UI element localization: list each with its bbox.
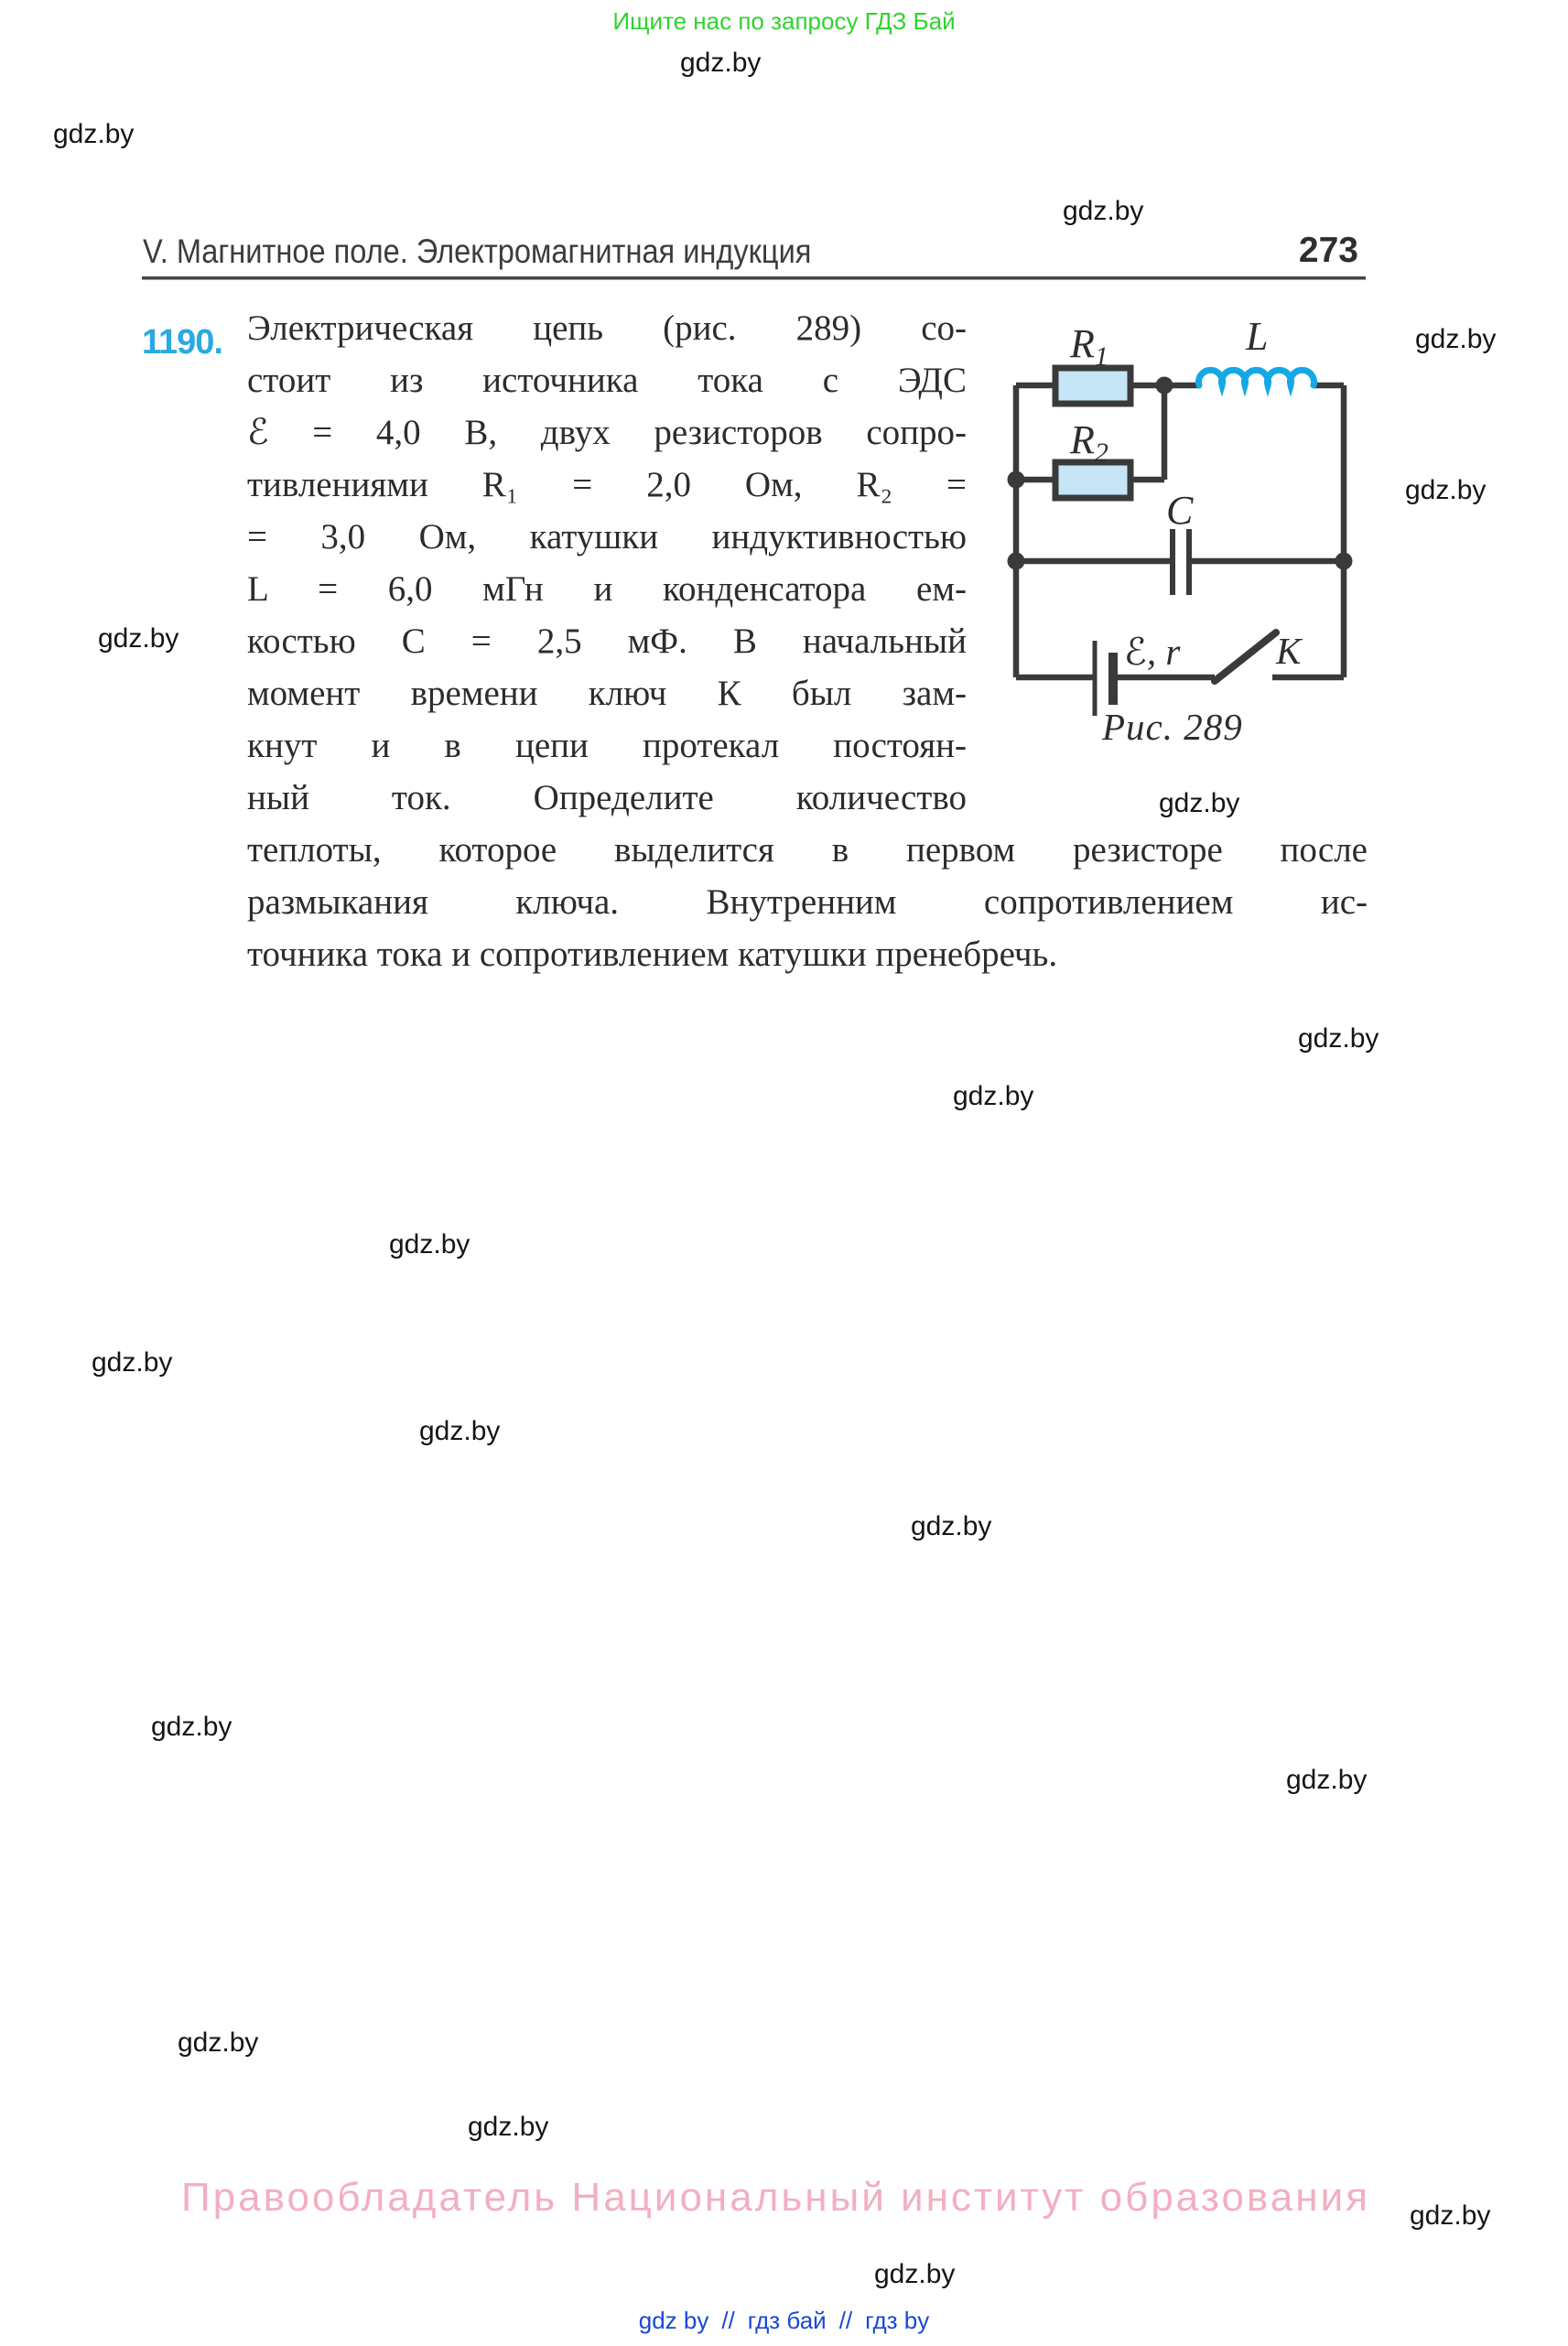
watermark: gdz.by bbox=[1405, 475, 1487, 505]
resistor-r1 bbox=[1055, 368, 1130, 404]
watermark: gdz.by bbox=[389, 1229, 470, 1259]
problem-text-line: костью C = 2,5 мФ. В начальный bbox=[247, 622, 967, 661]
problem-text-line: точника тока и сопротивлением катушки пренебречь. bbox=[247, 935, 1058, 974]
link-separator: // bbox=[721, 2307, 735, 2334]
problem-text-line: ℰ = 4,0 В, двух резисторов сопро- bbox=[247, 413, 967, 452]
page-number: 273 bbox=[1298, 231, 1358, 270]
problem-text-line: L = 6,0 мГн и конденсатора ем- bbox=[247, 569, 967, 609]
problem-text-line: стоит из источника тока с ЭДС bbox=[247, 361, 967, 400]
label-capacitor: C bbox=[1166, 488, 1194, 533]
copyright-notice: Правообладатель Национальный институт образования bbox=[181, 2175, 1370, 2220]
label-r1: $R_1$ bbox=[1070, 321, 1108, 372]
watermark: gdz.by bbox=[1415, 324, 1497, 354]
watermark: gdz.by bbox=[98, 623, 179, 654]
link-separator: // bbox=[838, 2307, 853, 2334]
header-rule bbox=[142, 276, 1366, 280]
problem-text-line: кнут и в цепи протекал постоян- bbox=[247, 726, 967, 765]
watermark: gdz.by bbox=[53, 119, 135, 149]
label-r2: $R_2$ bbox=[1070, 417, 1108, 468]
watermark: gdz.by bbox=[911, 1511, 992, 1541]
footer-links bbox=[0, 2307, 1568, 2335]
resistor-r2 bbox=[1055, 462, 1130, 498]
circuit-figure bbox=[993, 308, 1382, 721]
watermark: gdz.by bbox=[1298, 1023, 1379, 1054]
problem-text-line: теплоты, которое выделится в первом резисторе после bbox=[247, 830, 1368, 870]
problem-text-line: ный ток. Определите количество bbox=[247, 778, 967, 817]
inductor-coil bbox=[1199, 370, 1314, 385]
watermark: gdz.by bbox=[419, 1416, 501, 1446]
watermark: gdz.by bbox=[874, 2259, 956, 2289]
problem-text-line: размыкания ключа. Внутренним сопротивлением ис- bbox=[247, 882, 1368, 922]
problem-number: 1190. bbox=[142, 323, 222, 362]
label-switch: К bbox=[1276, 630, 1302, 672]
problem-text-line: Электрическая цепь (рис. 289) со- bbox=[247, 308, 967, 348]
problem-text-line: = 3,0 Ом, катушки индуктивностью bbox=[247, 517, 967, 557]
switch-arm bbox=[1215, 632, 1276, 681]
watermark: gdz.by bbox=[178, 2027, 259, 2058]
label-inductor: L bbox=[1246, 314, 1269, 359]
footer-link-gdz-bai[interactable]: гдз бай bbox=[747, 2307, 827, 2334]
watermark: gdz.by bbox=[151, 1712, 232, 1742]
top-banner: Ищите нас по запросу ГДЗ Бай bbox=[612, 7, 956, 35]
watermark: gdz.by bbox=[1159, 788, 1240, 818]
watermark: gdz.by bbox=[1410, 2200, 1491, 2231]
problem-text-line: тивлениями R₁ = 2,0 Ом, R₂ = bbox=[247, 465, 967, 504]
footer-link-gdz-by[interactable]: gdz by bbox=[638, 2307, 709, 2334]
problem-text-line: момент времени ключ К был зам- bbox=[247, 674, 967, 713]
watermark: gdz.by bbox=[1286, 1765, 1368, 1795]
capacitor-plates bbox=[1173, 529, 1189, 595]
label-emf: ℰ, r bbox=[1124, 631, 1181, 673]
watermark: gdz.by bbox=[1063, 196, 1144, 226]
watermark: gdz.by bbox=[953, 1081, 1034, 1111]
chapter-heading: V. Магнитное поле. Электромагнитная индукция bbox=[143, 232, 812, 270]
watermark: gdz.by bbox=[680, 48, 762, 78]
watermark: gdz.by bbox=[468, 2112, 549, 2142]
footer-link-gdz-by-2[interactable]: гдз by bbox=[865, 2307, 930, 2334]
watermark: gdz.by bbox=[92, 1347, 173, 1378]
figure-caption: Рис. 289 bbox=[1102, 706, 1243, 748]
